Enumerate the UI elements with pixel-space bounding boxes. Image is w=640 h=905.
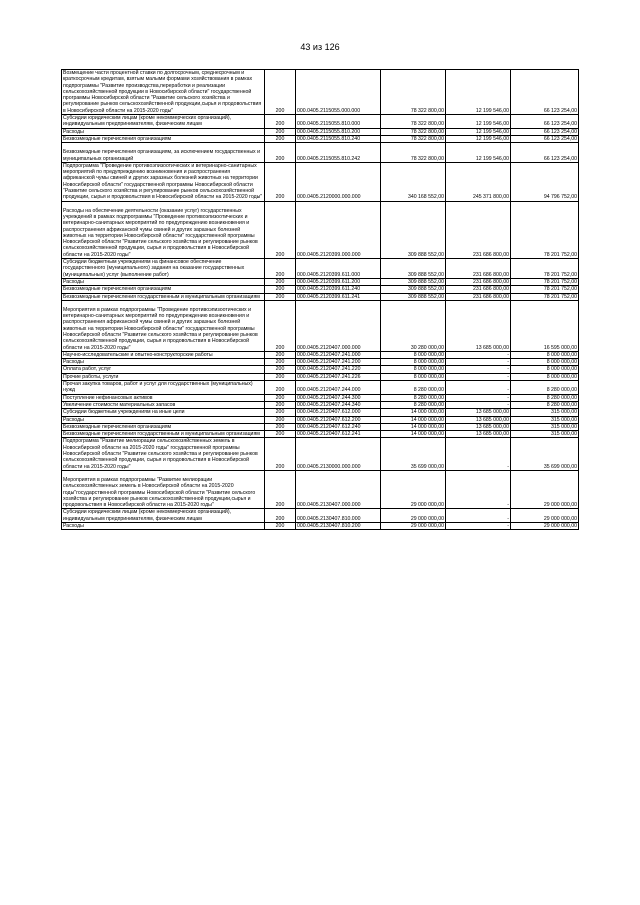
row-name-cell: Безвозмездные перечисления государственным и муниципальным организациям xyxy=(62,431,265,438)
table-row xyxy=(62,381,579,395)
executed-amount-cell: 231 686 800,00 xyxy=(446,278,511,285)
row-name-cell: Субсидии бюджетным учреждениям на финансовое обеспечение государственного (муниципального) задания на оказание государственных (муниципальных) услуг (выполнение работ) xyxy=(62,259,265,279)
table-row xyxy=(62,143,579,163)
unexecuted-amount-cell: 66 123 254,00 xyxy=(511,128,579,135)
table-row xyxy=(62,162,579,201)
budget-code-cell: 000.0405.2115055.810.200 xyxy=(296,128,381,135)
admin-code-cell: 200 xyxy=(265,115,296,129)
approved-amount-cell: 14 000 000,00 xyxy=(381,416,446,423)
table-row xyxy=(62,300,579,351)
approved-amount-cell: 309 888 552,00 xyxy=(381,278,446,285)
unexecuted-amount-cell: 78 201 752,00 xyxy=(511,259,579,279)
budget-code-cell: 000.0405.2120407.612.241 xyxy=(296,431,381,438)
budget-code-cell: 000.0405.2130407.810.200 xyxy=(296,523,381,530)
table-row xyxy=(62,401,579,408)
row-name-cell: Расходы xyxy=(62,523,265,530)
unexecuted-amount-cell: 78 201 752,00 xyxy=(511,293,579,300)
table-row xyxy=(62,115,579,129)
row-name-cell: Расходы xyxy=(62,416,265,423)
approved-amount-cell: 30 280 000,00 xyxy=(381,300,446,351)
executed-amount-cell: 231 686 800,00 xyxy=(446,201,511,258)
approved-amount-cell: 8 000 000,00 xyxy=(381,366,446,373)
table-row xyxy=(62,201,579,258)
executed-amount-cell: - xyxy=(446,351,511,358)
unexecuted-amount-cell: 29 000 000,00 xyxy=(511,470,579,508)
unexecuted-amount-cell: 315 000,00 xyxy=(511,431,579,438)
row-name-cell: Мероприятия в рамках подпрограммы "Проведение противоэпизоотических и ветеринарно-санитарных мероприятий по предупреждению возникновения и распространения африканской чумы свиней и других заразных болезней животных на территории Новосибирской области" государственной программы Новосибирской области "Развитие сельского хозяйства и регулирование рынков сельскохозяйственной продукции, сырья и продовольствия в Новосибирской области на 2015-2020 годы" xyxy=(62,300,265,351)
admin-code-cell: 200 xyxy=(265,278,296,285)
table-row xyxy=(62,373,579,380)
unexecuted-amount-cell: 29 000 000,00 xyxy=(511,509,579,523)
unexecuted-amount-cell: 8 280 000,00 xyxy=(511,381,579,395)
budget-code-cell: 000.0405.2120407.241.000 xyxy=(296,351,381,358)
budget-code-cell: 000.0405.2115055.810.000 xyxy=(296,115,381,129)
row-name-cell: Субсидии юридическим лицам (кроме некоммерческих организаций), индивидуальным предпринимателям, физическим лицам xyxy=(62,509,265,523)
approved-amount-cell: 309 888 552,00 xyxy=(381,293,446,300)
table-row xyxy=(62,366,579,373)
executed-amount-cell: 12 199 546,00 xyxy=(446,115,511,129)
budget-code-cell: 000.0405.2120407.241.220 xyxy=(296,366,381,373)
row-name-cell: Расходы xyxy=(62,359,265,366)
row-name-cell: Расходы на обеспечение деятельности (оказание услуг) государственных учреждений в рамках подпрограммы "Проведение противоэпизоотических и ветеринарно-санитарных мероприятий по предупреждению возникновения и распространения африканской чумы свиней и других заразных болезней животных на территории Новосибирской области" государственной программы Новосибирской области "Развитие сельского хозяйства и регулирование рынков сельскохозяйственной продукции, сырья и продовольствия в Новосибирской области на 2015-2020 годы" xyxy=(62,201,265,258)
executed-amount-cell: - xyxy=(446,470,511,508)
budget-code-cell: 000.0405.2120407.612.200 xyxy=(296,416,381,423)
approved-amount-cell: 309 888 552,00 xyxy=(381,259,446,279)
executed-amount-cell: - xyxy=(446,523,511,530)
table-row xyxy=(62,394,579,401)
admin-code-cell: 200 xyxy=(265,201,296,258)
budget-code-cell: 000.0405.2130407.000.000 xyxy=(296,470,381,508)
approved-amount-cell: 78 322 800,00 xyxy=(381,128,446,135)
row-name-cell: Прочие работы, услуги xyxy=(62,373,265,380)
budget-code-cell: 000.0405.2120399.611.240 xyxy=(296,286,381,293)
row-name-cell: Мероприятия в рамках подпрограммы "Развитие мелиорации сельскохозяйственных земель в Новосибирской области на 2015-2020 годы"государственной программы Новосибирской области "Развитие сельского хозяйства и регулирование рынков сельскохозяйственной продукции,сырья и продовольствия в Новосибирской области на 2015-2020 годы" xyxy=(62,470,265,508)
unexecuted-amount-cell: 78 201 752,00 xyxy=(511,278,579,285)
row-name-cell: Оплата работ, услуг xyxy=(62,366,265,373)
row-name-cell: Научно-исследовательские и опытно-конструкторские работы xyxy=(62,351,265,358)
admin-code-cell: 200 xyxy=(265,351,296,358)
row-name-cell: Подпрограмма "Проведение противоэпизоотических и ветеринарно-санитарных мероприятий по предупреждению возникновения и распространения африканской чумы свиней и других заразных болезней животных на территории Новосибирской области" государственной программы Новосибирской области "Развитие сельского хозяйства и регулирование рынков сельскохозяйственной продукции, сырья и продовольствия в Новосибирской области на 2015-2020 годы" xyxy=(62,162,265,201)
budget-code-cell: 000.0405.2120407.612.000 xyxy=(296,409,381,416)
approved-amount-cell: 8 280 000,00 xyxy=(381,401,446,408)
executed-amount-cell: 231 686 800,00 xyxy=(446,259,511,279)
table-row xyxy=(62,438,579,470)
unexecuted-amount-cell: 315 000,00 xyxy=(511,409,579,416)
unexecuted-amount-cell: 66 123 254,00 xyxy=(511,70,579,115)
executed-amount-cell: 231 686 800,00 xyxy=(446,293,511,300)
unexecuted-amount-cell: 8 000 000,00 xyxy=(511,351,579,358)
unexecuted-amount-cell: 66 123 254,00 xyxy=(511,135,579,142)
row-name-cell: Безвозмездные перечисления организациям xyxy=(62,423,265,430)
unexecuted-amount-cell: 8 280 000,00 xyxy=(511,394,579,401)
table-row xyxy=(62,293,579,300)
admin-code-cell: 200 xyxy=(265,259,296,279)
unexecuted-amount-cell: 66 123 254,00 xyxy=(511,115,579,129)
budget-code-cell: 000.0405.2120399.611.241 xyxy=(296,293,381,300)
unexecuted-amount-cell: 8 000 000,00 xyxy=(511,359,579,366)
row-name-cell: Увеличение стоимости материальных запасов xyxy=(62,401,265,408)
table-row xyxy=(62,70,579,115)
budget-table xyxy=(61,69,579,530)
approved-amount-cell: 14 000 000,00 xyxy=(381,409,446,416)
admin-code-cell: 200 xyxy=(265,366,296,373)
unexecuted-amount-cell: 16 595 000,00 xyxy=(511,300,579,351)
row-name-cell: Безвозмездные перечисления организациям xyxy=(62,286,265,293)
table-row xyxy=(62,423,579,430)
executed-amount-cell: - xyxy=(446,394,511,401)
executed-amount-cell: 13 685 000,00 xyxy=(446,423,511,430)
budget-code-cell: 000.0405.2115055.000.000 xyxy=(296,70,381,115)
table-row xyxy=(62,278,579,285)
approved-amount-cell: 14 000 000,00 xyxy=(381,423,446,430)
table-row xyxy=(62,416,579,423)
budget-code-cell: 000.0405.2120407.241.226 xyxy=(296,373,381,380)
admin-code-cell: 200 xyxy=(265,300,296,351)
admin-code-cell: 200 xyxy=(265,401,296,408)
row-name-cell: Субсидии юридическим лицам (кроме некоммерческих организаций), индивидуальным предпринимателям, физическим лицам xyxy=(62,115,265,129)
executed-amount-cell: - xyxy=(446,373,511,380)
budget-code-cell: 000.0405.2115055.810.240 xyxy=(296,135,381,142)
table-row xyxy=(62,286,579,293)
table-row xyxy=(62,259,579,279)
row-name-cell: Поступление нефинансовых активов xyxy=(62,394,265,401)
table-row xyxy=(62,359,579,366)
executed-amount-cell: 12 199 546,00 xyxy=(446,70,511,115)
unexecuted-amount-cell: 315 000,00 xyxy=(511,423,579,430)
approved-amount-cell: 78 322 800,00 xyxy=(381,115,446,129)
admin-code-cell: 200 xyxy=(265,394,296,401)
table-row xyxy=(62,351,579,358)
row-name-cell: Безвозмездные перечисления организациям, за исключением государственных и муниципальных организаций xyxy=(62,143,265,163)
approved-amount-cell: 29 000 000,00 xyxy=(381,523,446,530)
executed-amount-cell: - xyxy=(446,401,511,408)
budget-code-cell: 000.0405.2120000.000.000 xyxy=(296,162,381,201)
budget-code-cell: 000.0405.2120399.611.200 xyxy=(296,278,381,285)
approved-amount-cell: 8 000 000,00 xyxy=(381,373,446,380)
approved-amount-cell: 29 000 000,00 xyxy=(381,470,446,508)
approved-amount-cell: 8 280 000,00 xyxy=(381,394,446,401)
unexecuted-amount-cell: 35 699 000,00 xyxy=(511,438,579,470)
admin-code-cell: 200 xyxy=(265,373,296,380)
admin-code-cell: 200 xyxy=(265,431,296,438)
table-row xyxy=(62,523,579,530)
row-name-cell: Расходы xyxy=(62,278,265,285)
table-row xyxy=(62,470,579,508)
table-row xyxy=(62,128,579,135)
admin-code-cell: 200 xyxy=(265,423,296,430)
budget-code-cell: 000.0405.2115055.810.242 xyxy=(296,143,381,163)
approved-amount-cell: 29 000 000,00 xyxy=(381,509,446,523)
unexecuted-amount-cell: 78 201 752,00 xyxy=(511,286,579,293)
budget-code-cell: 000.0405.2120407.000.000 xyxy=(296,300,381,351)
executed-amount-cell: 13 685 000,00 xyxy=(446,431,511,438)
admin-code-cell: 200 xyxy=(265,359,296,366)
approved-amount-cell: 78 322 800,00 xyxy=(381,135,446,142)
budget-code-cell: 000.0405.2120399.611.000 xyxy=(296,259,381,279)
budget-code-cell: 000.0405.2120407.244.000 xyxy=(296,381,381,395)
executed-amount-cell: - xyxy=(446,366,511,373)
admin-code-cell: 200 xyxy=(265,128,296,135)
admin-code-cell: 200 xyxy=(265,135,296,142)
budget-code-cell: 000.0405.2130000.000.000 xyxy=(296,438,381,470)
executed-amount-cell: - xyxy=(446,359,511,366)
budget-code-cell: 000.0405.2120399.000.000 xyxy=(296,201,381,258)
executed-amount-cell: - xyxy=(446,381,511,395)
admin-code-cell: 200 xyxy=(265,409,296,416)
executed-amount-cell: 245 371 800,00 xyxy=(446,162,511,201)
unexecuted-amount-cell: 315 000,00 xyxy=(511,416,579,423)
approved-amount-cell: 8 000 000,00 xyxy=(381,359,446,366)
admin-code-cell: 200 xyxy=(265,381,296,395)
approved-amount-cell: 78 322 800,00 xyxy=(381,70,446,115)
unexecuted-amount-cell: 8 000 000,00 xyxy=(511,373,579,380)
unexecuted-amount-cell: 29 000 000,00 xyxy=(511,523,579,530)
executed-amount-cell: - xyxy=(446,509,511,523)
approved-amount-cell: 309 888 552,00 xyxy=(381,286,446,293)
budget-code-cell: 000.0405.2130407.810.000 xyxy=(296,509,381,523)
executed-amount-cell: 13 685 000,00 xyxy=(446,300,511,351)
executed-amount-cell: 12 199 546,00 xyxy=(446,128,511,135)
approved-amount-cell: 309 888 552,00 xyxy=(381,201,446,258)
admin-code-cell: 200 xyxy=(265,286,296,293)
unexecuted-amount-cell: 78 201 752,00 xyxy=(511,201,579,258)
row-name-cell: Субсидии бюджетным учреждениям на иные цели xyxy=(62,409,265,416)
admin-code-cell: 200 xyxy=(265,143,296,163)
budget-table-body xyxy=(62,70,579,530)
table-row xyxy=(62,135,579,142)
budget-code-cell: 000.0405.2120407.241.200 xyxy=(296,359,381,366)
unexecuted-amount-cell: 94 796 752,00 xyxy=(511,162,579,201)
row-name-cell: Безвозмездные перечисления организациям xyxy=(62,135,265,142)
row-name-cell: Возмещение части процентной ставки по долгосрочным, среднесрочным и краткосрочным кредитам, взятым малыми формами хозяйствования в рамках подпрограммы "Развитие производства,переработки и реализации сельскохозяйственной продукции в Новосибирской области" государственной программы Новосибирской области "Развитие сельского хозяйства и регулирование рынков сельскохозяйственной продукции,сырья и продовольствия в Новосибирской области на 2015-2020 годы" xyxy=(62,70,265,115)
unexecuted-amount-cell: 8 000 000,00 xyxy=(511,366,579,373)
admin-code-cell: 200 xyxy=(265,523,296,530)
admin-code-cell: 200 xyxy=(265,438,296,470)
admin-code-cell: 200 xyxy=(265,162,296,201)
admin-code-cell: 200 xyxy=(265,470,296,508)
budget-code-cell: 000.0405.2120407.244.340 xyxy=(296,401,381,408)
executed-amount-cell: 231 686 800,00 xyxy=(446,286,511,293)
admin-code-cell: 200 xyxy=(265,509,296,523)
admin-code-cell: 200 xyxy=(265,416,296,423)
row-name-cell: Безвозмездные перечисления государственным и муниципальным организациям xyxy=(62,293,265,300)
approved-amount-cell: 8 280 000,00 xyxy=(381,381,446,395)
row-name-cell: Подпрограмма "Развитие мелиорации сельскохозяйственных земель в Новосибирской области на 2015-2020 годы" государственной программы Новосибирской области "Развитие сельского хозяйства и регулирование рынков сельскохозяйственной продукции, сырья и продовольствия в Новосибирской области на 2015-2020 годы" xyxy=(62,438,265,470)
unexecuted-amount-cell: 8 280 000,00 xyxy=(511,401,579,408)
budget-code-cell: 000.0405.2120407.244.300 xyxy=(296,394,381,401)
unexecuted-amount-cell: 66 123 254,00 xyxy=(511,143,579,163)
admin-code-cell: 200 xyxy=(265,70,296,115)
executed-amount-cell: 13 685 000,00 xyxy=(446,409,511,416)
approved-amount-cell: 340 168 552,00 xyxy=(381,162,446,201)
executed-amount-cell: 12 199 546,00 xyxy=(446,135,511,142)
row-name-cell: Расходы xyxy=(62,128,265,135)
admin-code-cell: 200 xyxy=(265,293,296,300)
budget-code-cell: 000.0405.2120407.612.240 xyxy=(296,423,381,430)
page-number: 43 из 126 xyxy=(300,42,340,52)
executed-amount-cell: 13 685 000,00 xyxy=(446,416,511,423)
approved-amount-cell: 35 699 000,00 xyxy=(381,438,446,470)
approved-amount-cell: 14 000 000,00 xyxy=(381,431,446,438)
approved-amount-cell: 78 322 800,00 xyxy=(381,143,446,163)
approved-amount-cell: 8 000 000,00 xyxy=(381,351,446,358)
row-name-cell: Прочая закупка товаров, работ и услуг для государственных (муниципальных) нужд xyxy=(62,381,265,395)
table-row xyxy=(62,431,579,438)
table-row xyxy=(62,509,579,523)
executed-amount-cell: 12 199 546,00 xyxy=(446,143,511,163)
executed-amount-cell: - xyxy=(446,438,511,470)
table-row xyxy=(62,409,579,416)
